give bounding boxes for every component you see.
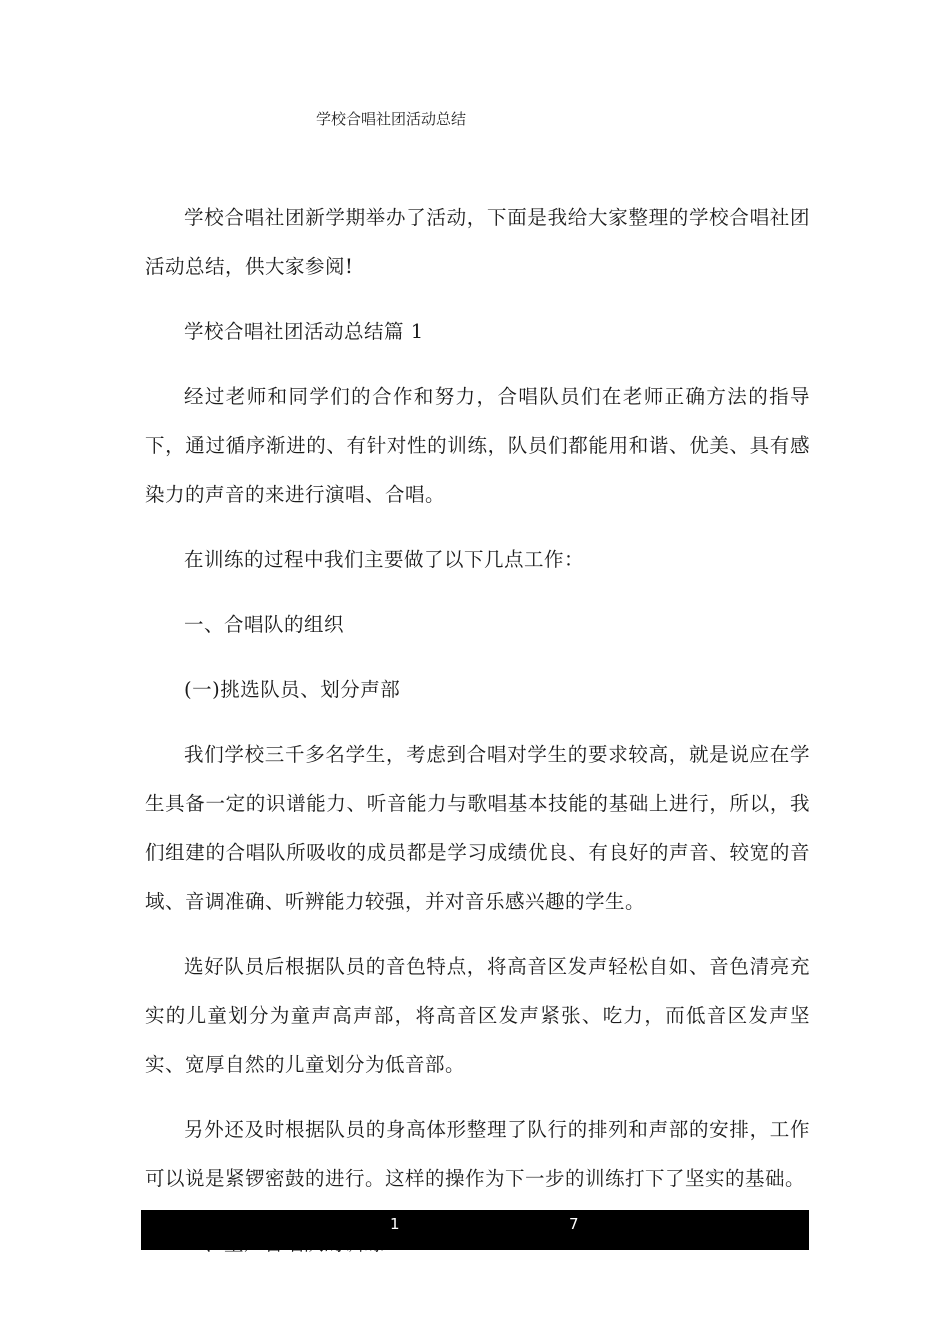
paragraph-training-result: 经过老师和同学们的合作和努力，合唱队员们在老师正确方法的指导下，通过循序渐进的、有针对性的训练，队员们都能用和谐、优美、具有感染力的声音的来进行演唱、合唱。	[145, 385, 810, 506]
subheading-select-members: (一)挑选队员、划分声部	[184, 678, 401, 701]
document-body	[145, 193, 810, 1268]
paragraph-voice-parts: 选好队员后根据队员的音色特点，将高音区发声轻松自如、音色清亮充实的儿童划分为童声高声部，将高音区发声紧张、吃力，而低音区发声坚实、宽厚自然的儿童划分为低音部。	[145, 955, 810, 1076]
paragraph-intro: 学校合唱社团新学期举办了活动，下面是我给大家整理的学校合唱社团活动总结，供大家参阅!	[145, 206, 810, 278]
paragraph-member-selection: 我们学校三千多名学生，考虑到合唱对学生的要求较高，就是说应在学生具备一定的识谱能力、听音能力与歌唱基本技能的基础上进行，所以，我们组建的合唱队所吸收的成员都是学习成绩优良、有良好的声音、较宽的音域、音调准确、听辨能力较强，并对音乐感兴趣的学生。	[145, 743, 810, 913]
heading-choir-organization: 一、合唱队的组织	[184, 613, 345, 636]
page-header-title: 学校合唱社团活动总结	[316, 110, 467, 128]
section-heading-part-1: 学校合唱社团活动总结篇 1	[184, 320, 424, 343]
paragraph-work-intro: 在训练的过程中我们主要做了以下几点工作：	[184, 548, 585, 571]
paragraph-arrangement: 另外还及时根据队员的身高体形整理了队行的排列和声部的安排，工作可以说是紧锣密鼓的进行。这样的操作为下一步的训练打下了坚实的基础。	[145, 1118, 810, 1190]
page-total: 7	[569, 1215, 579, 1233]
page-footer-bar	[141, 1210, 809, 1250]
page-number: 1	[390, 1215, 400, 1233]
